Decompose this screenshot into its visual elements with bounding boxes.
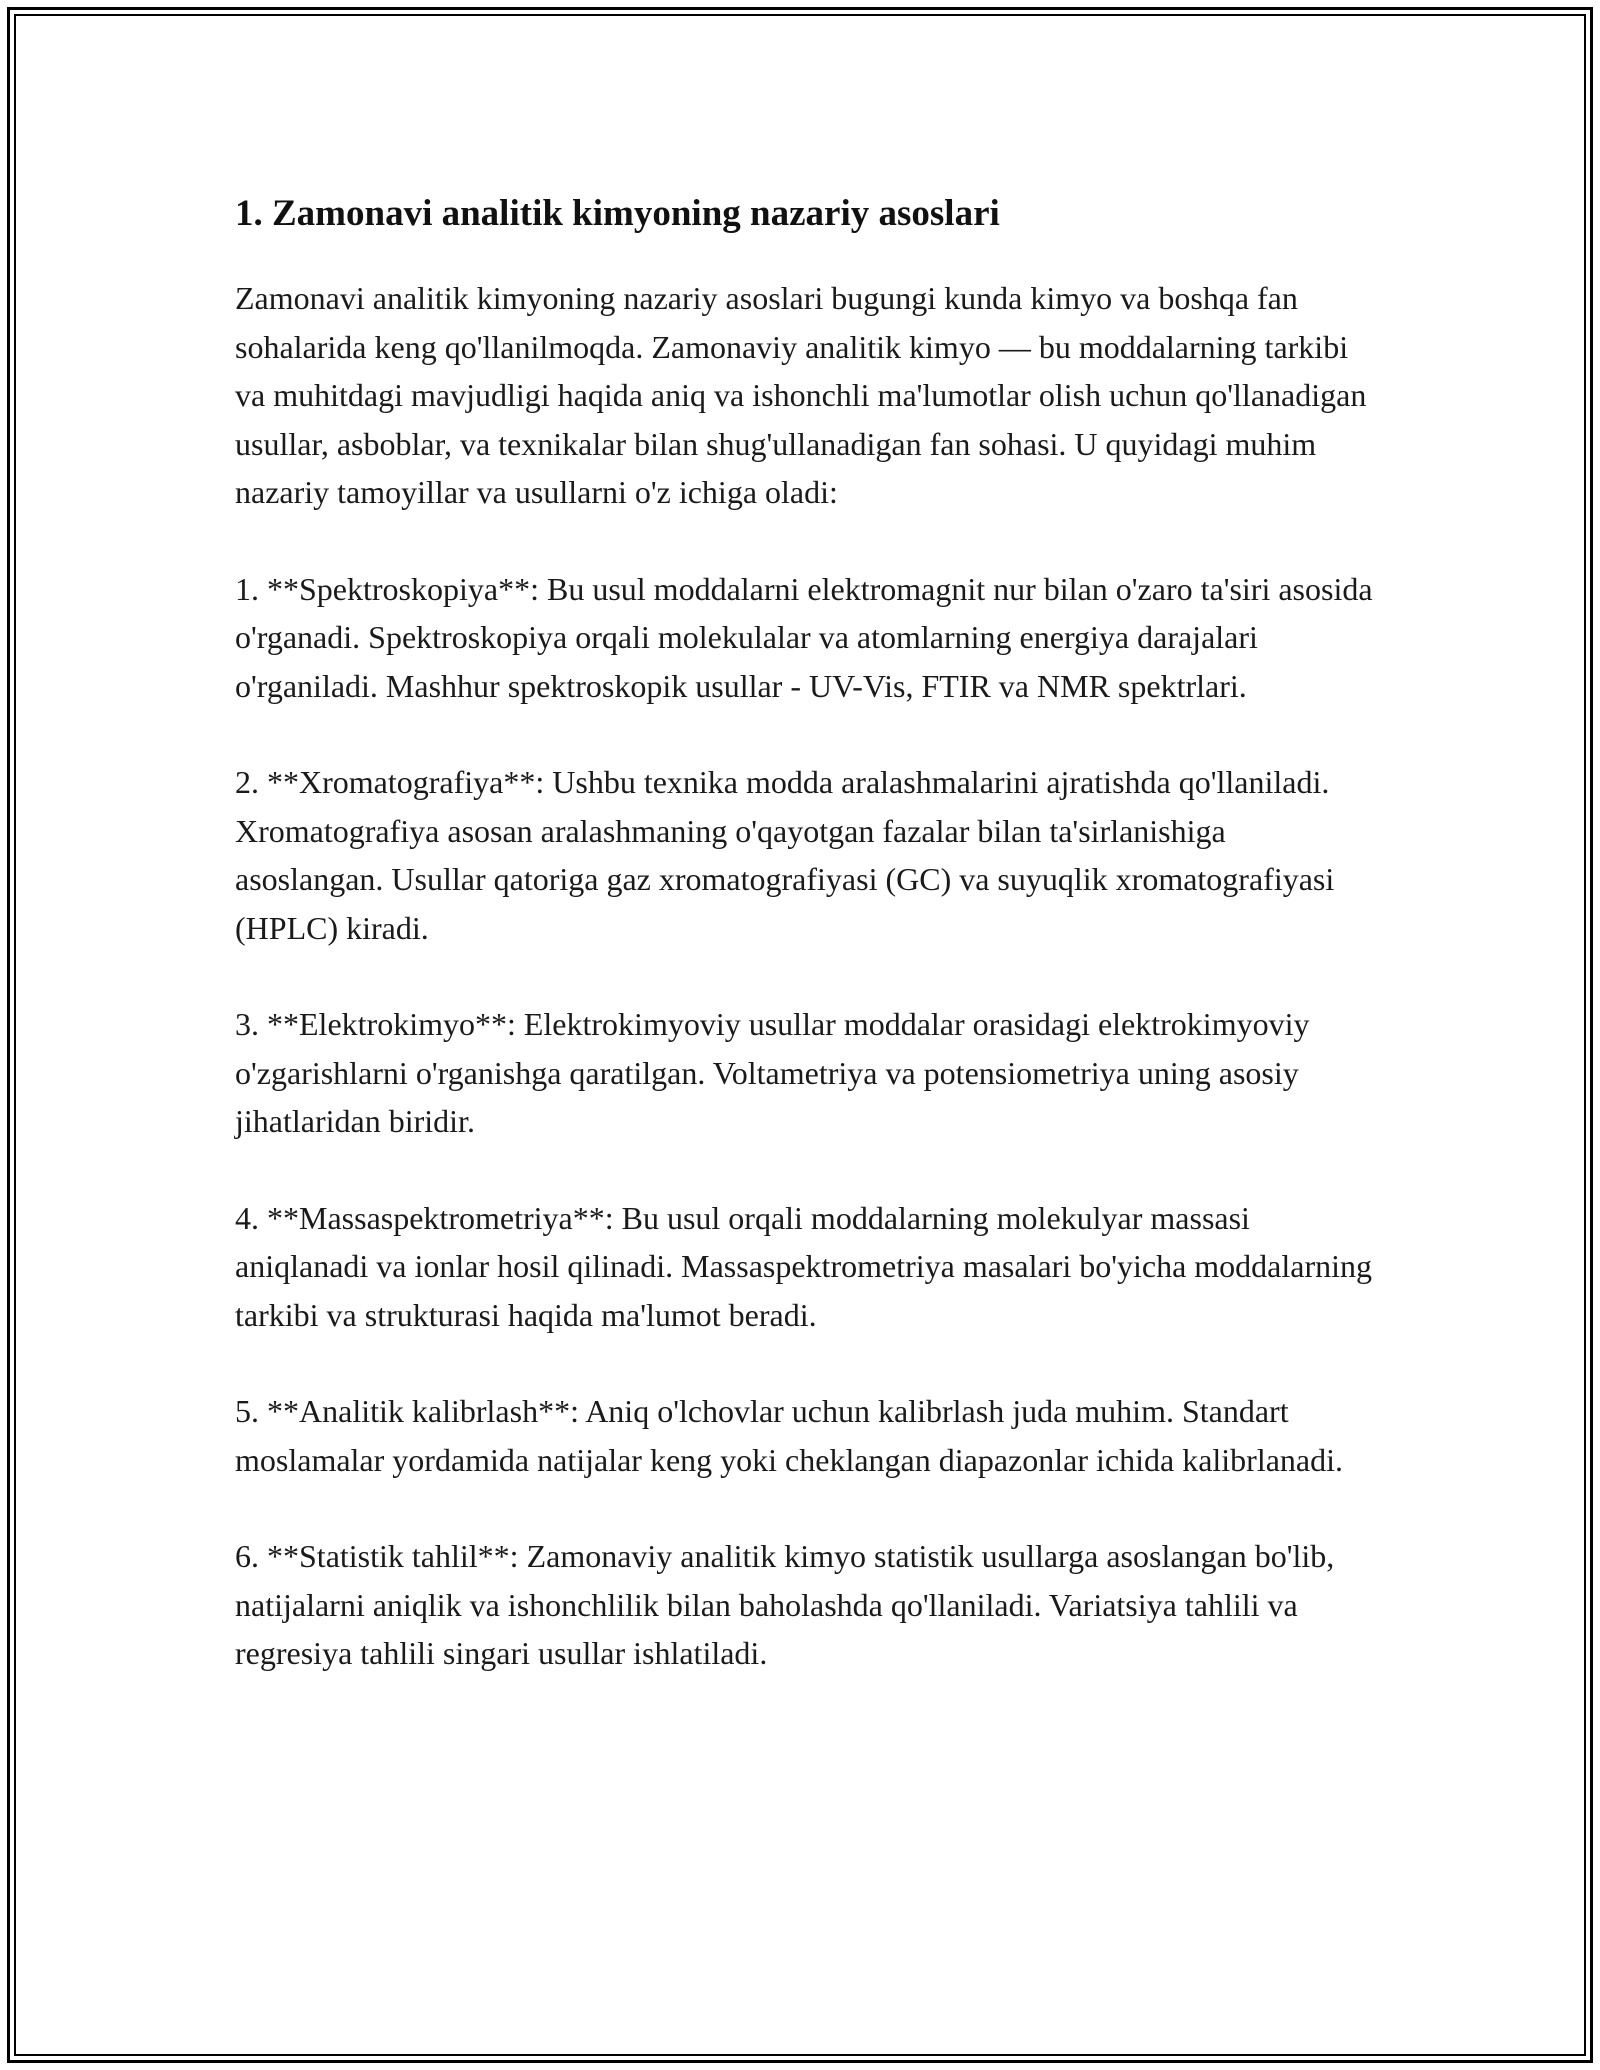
item-massaspektrometriya: 4. **Massaspektrometriya**: Bu usul orqali moddalarning molekulyar massasi aniqlanadi va ionlar hosil qilinadi. Massaspektrometriya masalari bo'yicha moddalarning tarkibi va strukturasi haqida ma'lumot beradi.	[235, 1199, 1373, 1333]
intro-paragraph: Zamonavi analitik kimyoning nazariy asoslari bugungi kunda kimyo va boshqa fan sohalarida keng qo'llanilmoqda. Zamonaviy analitik kimyo — bu moddalarning tarkibi va muhitdagi mavjudligi haqida aniq va ishonchli ma'lumotlar olish uchun qo'llanadigan usullar, asboblar, va texnikalar bilan shug'ullanadigan fan sohasi. U quyidagi muhim nazariy tamoyillar va usullarni o'z ichiga oladi:	[235, 280, 1367, 510]
item-xromatografiya: 2. **Xromatografiya**: Ushbu texnika modda aralashmalarini ajratishda qo'llaniladi. Xromatografiya asosan aralashmaning o'qayotgan fazalar bilan ta'sirlanishiga asoslangan. Usullar qatoriga gaz xromatografiyasi (GC) va suyuqlik xromatografiyasi (HPLC) kiradi.	[235, 764, 1335, 946]
item-elektrokimyo: 3. **Elektrokimyo**: Elektrokimyoviy usullar moddalar orasidagi elektrokimyoviy o'zgarishlarni o'rganishga qaratilgan. Voltametriya va potensiometriya uning asosiy jihatlaridan biridir.	[235, 1006, 1310, 1139]
item-spektroskopiya: 1. **Spektroskopiya**: Bu usul moddalarni elektromagnit nur bilan o'zaro ta'siri asosida o'rganadi. Spektroskopiya orqali molekulalar va atomlarning energiya darajalari o'rganiladi. Mashhur spektroskopik usullar - UV-Vis, FTIR va NMR spektrlari.	[235, 570, 1373, 704]
item-analitik-kalibrlash: 5. **Analitik kalibrlash**: Aniq o'lchovlar uchun kalibrlash juda muhim. Standart moslamalar yordamida natijalar keng yoki cheklangan diapazonlar ichida kalibrlanadi.	[235, 1393, 1344, 1478]
item-statistik-tahlil: 6. **Statistik tahlil**: Zamonaviy analitik kimyo statistik usullarga asoslangan bo'lib, natijalarni aniqlik va ishonchlilik bilan baholashda qo'llaniladi. Variatsiya tahlili va regresiya tahlili singari usullar ishlatiladi.	[235, 1538, 1335, 1671]
document-body	[235, 188, 1375, 1726]
section-heading: 1. Zamonavi analitik kimyoning nazariy asoslari	[235, 193, 1000, 234]
